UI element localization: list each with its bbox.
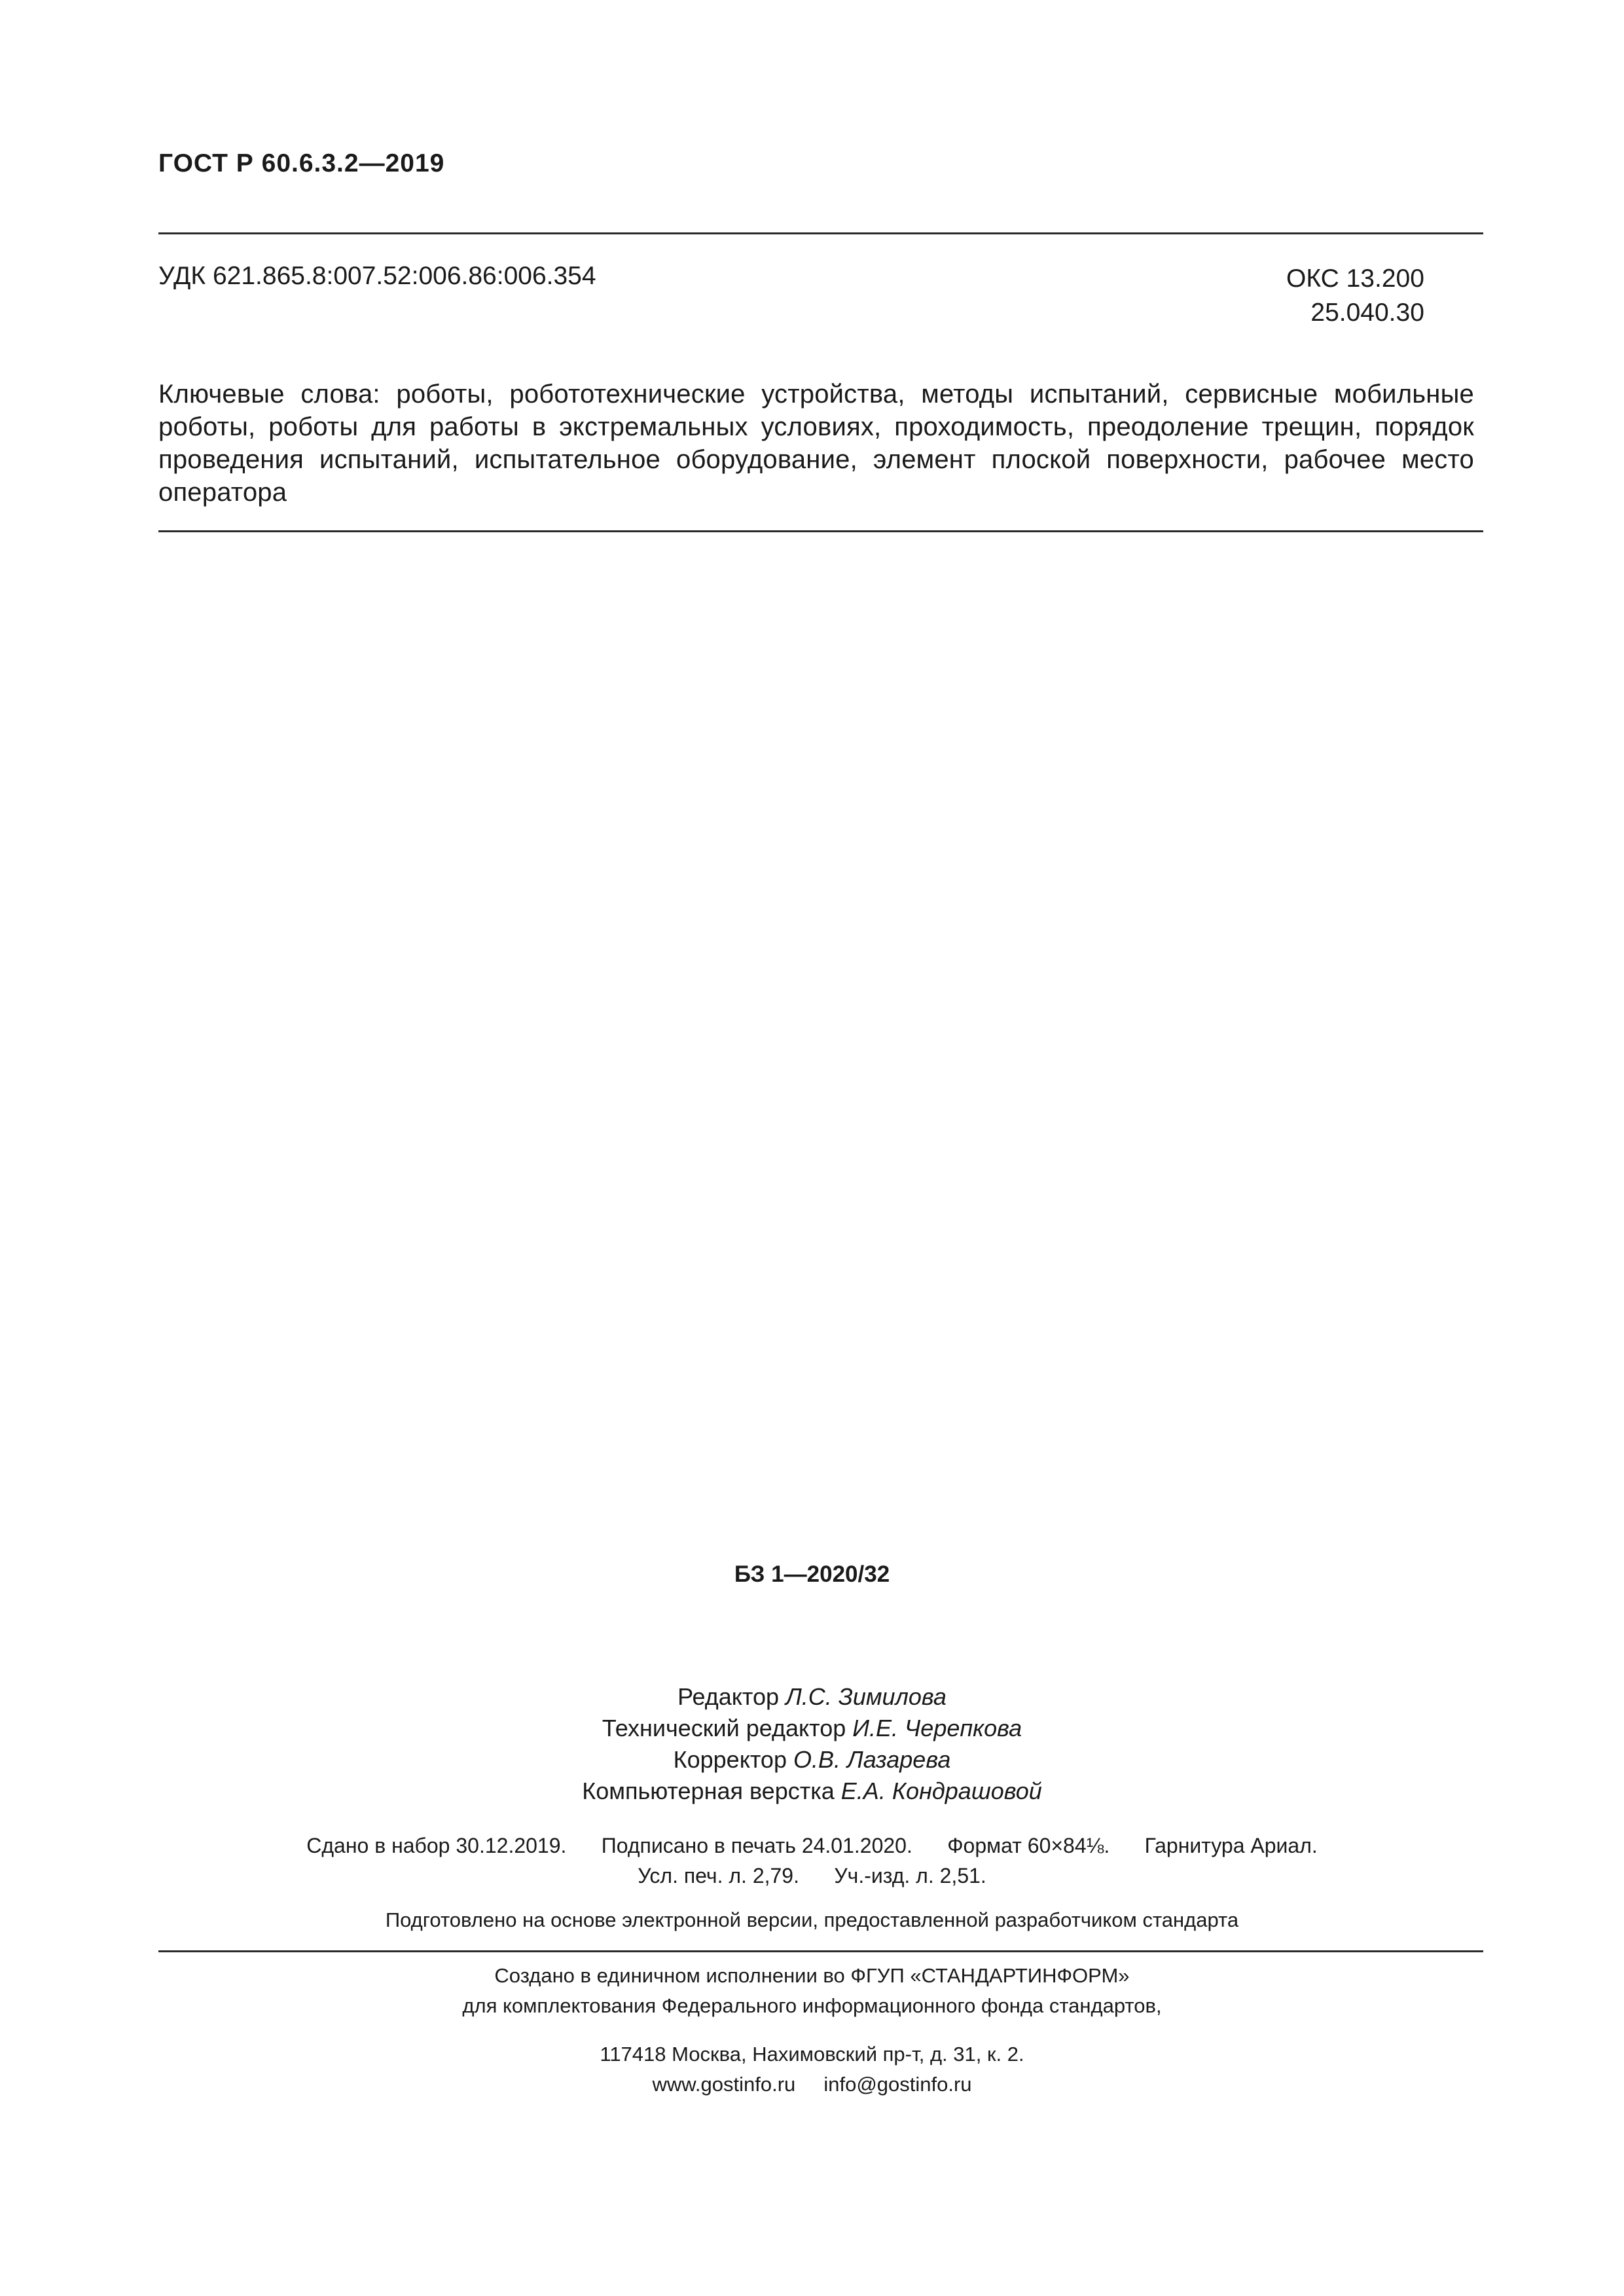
imprint-line-2	[0, 1861, 1624, 1891]
bottom-divider	[158, 1950, 1483, 1952]
credits-block	[0, 1681, 1624, 1807]
imprint-printed-sheets: Усл. печ. л. 2,79.	[638, 1864, 799, 1887]
credit-tech-editor	[0, 1713, 1624, 1744]
imprint-signed: Подписано в печать 24.01.2020.	[601, 1834, 912, 1857]
prepared-note: Подготовлено на основе электронной версии, предоставленной разработчиком стандарта	[385, 1908, 1239, 1931]
credit-role: Корректор	[673, 1746, 787, 1773]
oks-line-2: 25.040.30	[1310, 299, 1424, 327]
email-link[interactable]: info@gostinfo.ru	[823, 2073, 972, 2096]
udk-code: УДК 621.865.8:007.52:006.86:006.354	[158, 262, 596, 290]
credit-corrector	[0, 1744, 1624, 1776]
top-divider	[158, 232, 1483, 234]
publisher-web	[0, 2069, 1624, 2100]
imprint-sent: Сдано в набор 30.12.2019.	[306, 1834, 567, 1857]
credit-name: И.Е. Черепкова	[852, 1715, 1022, 1741]
keywords-divider	[158, 530, 1483, 532]
publisher-line-1: Создано в единичном исполнении во ФГУП «СТАНДАРТИНФОРМ»	[494, 1964, 1130, 1987]
credit-role: Редактор	[677, 1683, 780, 1710]
publisher-address: 117418 Москва, Нахимовский пр-т, д. 31, к. 2.	[600, 2043, 1024, 2066]
bz-code: БЗ 1—2020/32	[734, 1561, 890, 1587]
standard-code: ГОСТ Р 60.6.3.2—2019	[158, 149, 445, 177]
credit-layout	[0, 1776, 1624, 1807]
keywords-paragraph: Ключевые слова: роботы, робототехнические устройства, методы испытаний, сервисные мобильные роботы, роботы для работы в экстремальных условиях, проходимость, преодоление трещин, порядок проведения испытаний, испытательное оборудование, элемент плоской поверхности, рабочее место оператора	[158, 380, 1474, 507]
imprint-line-1	[0, 1831, 1624, 1861]
oks-codes	[1286, 262, 1424, 330]
imprint-typeface: Гарнитура Ариал.	[1144, 1834, 1318, 1857]
credit-name: О.В. Лазарева	[793, 1746, 951, 1773]
credit-editor	[0, 1681, 1624, 1713]
credit-name: Е.А. Кондрашовой	[840, 1777, 1042, 1804]
oks-line-1: ОКС 13.200	[1286, 264, 1424, 293]
credit-name: Л.С. Зимилова	[785, 1683, 947, 1710]
imprint-format: Формат 60×84⅛.	[947, 1834, 1110, 1857]
imprint-publisher-sheets: Уч.-изд. л. 2,51.	[834, 1864, 986, 1887]
credit-role: Компьютерная верстка	[582, 1777, 835, 1804]
website-link[interactable]: www.gostinfo.ru	[652, 2073, 796, 2096]
publisher-line-2: для комплектования Федерального информационного фонда стандартов,	[462, 1994, 1162, 2017]
credit-role: Технический редактор	[602, 1715, 846, 1741]
